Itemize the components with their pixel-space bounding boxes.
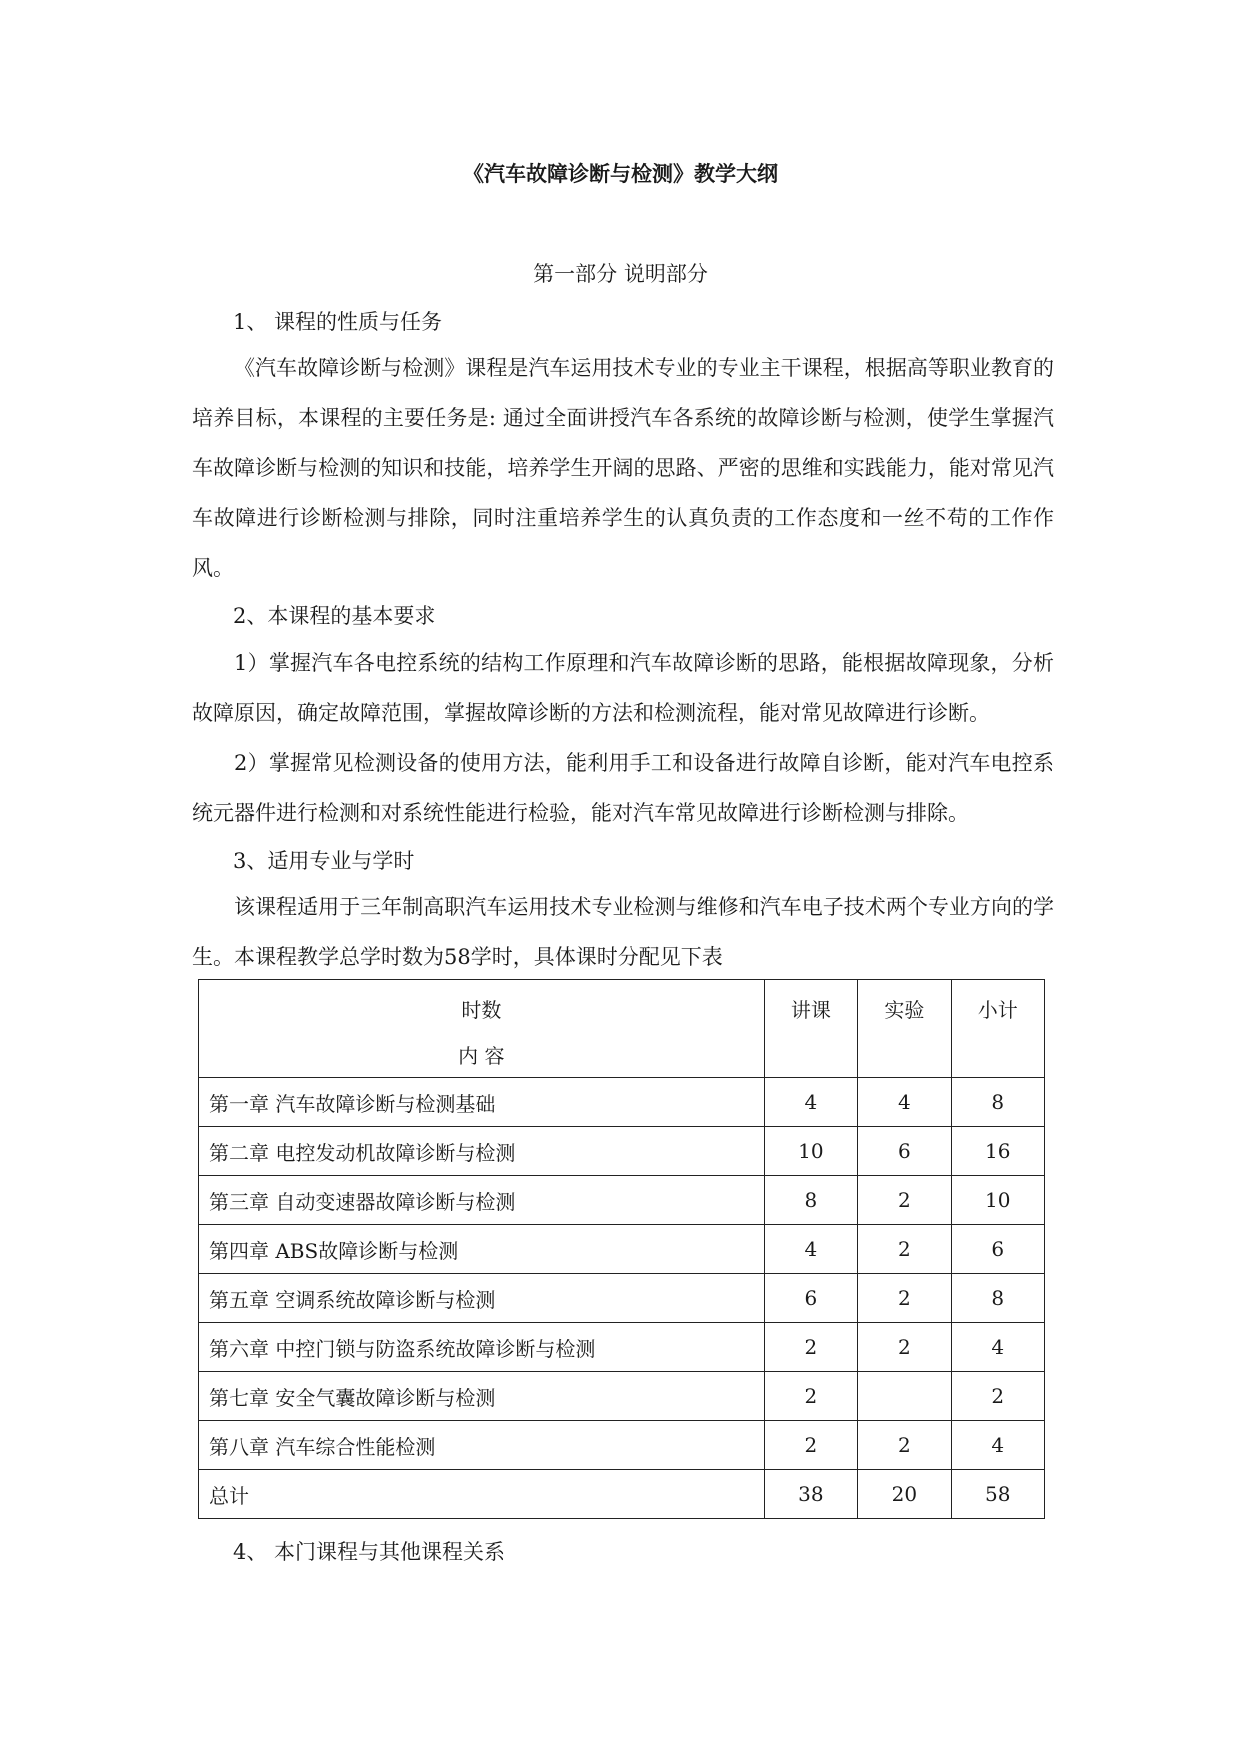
row-lab: 4 (858, 1078, 951, 1127)
row-lecture: 2 (764, 1421, 857, 1470)
section-1-heading: 1、 课程的性质与任务 (233, 310, 443, 334)
row-content: 第四章 ABS故障诊断与检测 (199, 1225, 765, 1274)
row-lecture: 8 (764, 1176, 857, 1225)
section-3-paragraph-block (192, 882, 1054, 982)
total-lab: 20 (858, 1470, 951, 1519)
header-lab: 实验 (858, 980, 951, 1078)
total-lecture: 38 (764, 1470, 857, 1519)
table-row (199, 1127, 1045, 1176)
row-lab (858, 1372, 951, 1421)
row-subtotal: 10 (951, 1176, 1044, 1225)
row-lab: 2 (858, 1323, 951, 1372)
section-1-paragraph-block (192, 343, 1054, 593)
requirement-item-1: 1）掌握汽车各电控系统的结构工作原理和汽车故障诊断的思路，能根据故障现象，分析故障原因，确定故障范围，掌握故障诊断的方法和检测流程，能对常见故障进行诊断。 (192, 651, 1054, 725)
table-header-row (199, 980, 1045, 1078)
row-content: 第二章 电控发动机故障诊断与检测 (199, 1127, 765, 1176)
row-lecture: 4 (764, 1078, 857, 1127)
row-lecture: 4 (764, 1225, 857, 1274)
row-subtotal: 8 (951, 1078, 1044, 1127)
row-subtotal: 4 (951, 1421, 1044, 1470)
row-content: 第三章 自动变速器故障诊断与检测 (199, 1176, 765, 1225)
total-subtotal: 58 (951, 1470, 1044, 1519)
row-lecture: 2 (764, 1323, 857, 1372)
row-lab: 2 (858, 1274, 951, 1323)
table-row (199, 1176, 1045, 1225)
row-lab: 2 (858, 1421, 951, 1470)
row-subtotal: 6 (951, 1225, 1044, 1274)
row-lecture: 6 (764, 1274, 857, 1323)
row-content: 第一章 汽车故障诊断与检测基础 (199, 1078, 765, 1127)
row-subtotal: 16 (951, 1127, 1044, 1176)
header-content-label: 内 容 (458, 1044, 505, 1068)
row-content: 第七章 安全气囊故障诊断与检测 (199, 1372, 765, 1421)
table-row (199, 1225, 1045, 1274)
row-lecture: 10 (764, 1127, 857, 1176)
row-lab: 2 (858, 1176, 951, 1225)
requirement-item-2: 2）掌握常见检测设备的使用方法，能利用手工和设备进行故障自诊断，能对汽车电控系统元器件进行检测和对系统性能进行检验，能对汽车常见故障进行诊断检测与排除。 (192, 751, 1054, 825)
row-lecture: 2 (764, 1372, 857, 1421)
table-total-row (199, 1470, 1045, 1519)
section-4-heading: 4、 本门课程与其他课程关系 (233, 1540, 506, 1564)
section-3-heading: 3、适用专业与学时 (233, 849, 415, 873)
header-hours-label: 时数 (461, 998, 502, 1022)
table-row (199, 1274, 1045, 1323)
row-subtotal: 8 (951, 1274, 1044, 1323)
table-row (199, 1421, 1045, 1470)
hours-table (198, 979, 1045, 1519)
row-content: 第五章 空调系统故障诊断与检测 (199, 1274, 765, 1323)
section-2-heading: 2、本课程的基本要求 (233, 604, 436, 628)
row-subtotal: 4 (951, 1323, 1044, 1372)
row-content: 第八章 汽车综合性能检测 (199, 1421, 765, 1470)
row-subtotal: 2 (951, 1372, 1044, 1421)
section-2-items (192, 638, 1054, 838)
table-row (199, 1078, 1045, 1127)
row-lab: 2 (858, 1225, 951, 1274)
header-subtotal: 小计 (951, 980, 1044, 1078)
section-3-paragraph: 该课程适用于三年制高职汽车运用技术专业检测与维修和汽车电子技术两个专业方向的学生。本课程教学总学时数为58学时，具体课时分配见下表 (192, 895, 1054, 969)
row-lab: 6 (858, 1127, 951, 1176)
part-heading: 第一部分 说明部分 (533, 262, 708, 286)
table-header-content-cell (199, 980, 765, 1078)
header-lecture: 讲课 (764, 980, 857, 1078)
row-content: 第六章 中控门锁与防盗系统故障诊断与检测 (199, 1323, 765, 1372)
table-row (199, 1323, 1045, 1372)
table-row (199, 1372, 1045, 1421)
document-title: 《汽车故障诊断与检测》教学大纲 (463, 162, 778, 186)
total-label: 总计 (199, 1470, 765, 1519)
section-1-paragraph: 《汽车故障诊断与检测》课程是汽车运用技术专业的专业主干课程，根据高等职业教育的培养目标，本课程的主要任务是: 通过全面讲授汽车各系统的故障诊断与检测，使学生掌握汽车故障诊断与检测的知识和技能，培养学生开阔的思路、严密的思维和实践能力，能对常见汽车故障进行诊断检测与排除，同时注重培养学生的认真负责的工作态度和一丝不苟的工作作风。 (192, 356, 1054, 580)
